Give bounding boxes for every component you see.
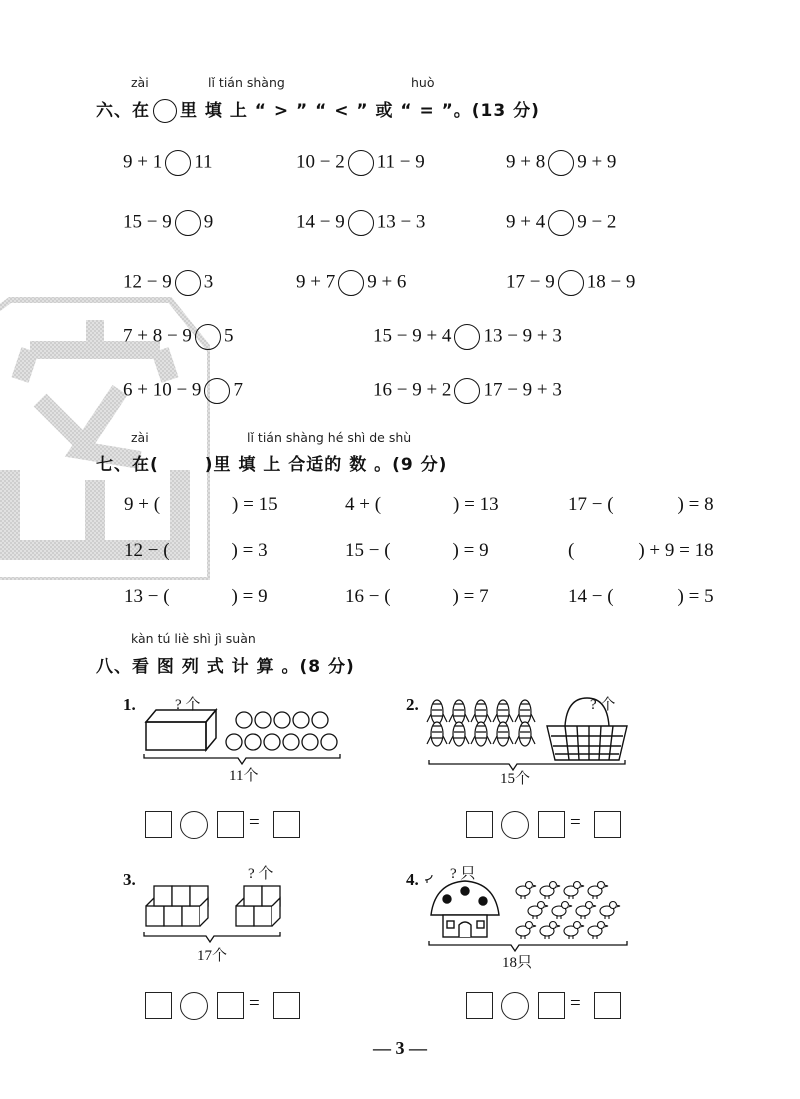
cubes-group-left-icon xyxy=(146,886,208,926)
answer-4-first-number-box[interactable] xyxy=(466,992,493,1019)
problem-4-question: ? 只 xyxy=(450,866,476,882)
fill-blank-prefix: 16 − ( xyxy=(345,586,391,607)
answer-4-result-box[interactable] xyxy=(594,992,621,1019)
compare-answer-circle[interactable] xyxy=(348,150,374,176)
fill-blank-item xyxy=(568,540,714,562)
fill-blank-prefix: 12 − ( xyxy=(124,540,170,561)
compare-item xyxy=(373,324,562,350)
compare-left-expr: 12 − 9 xyxy=(123,271,172,293)
fill-blank-item xyxy=(124,494,278,516)
compare-right-expr: 18 − 9 xyxy=(586,271,636,293)
compare-item xyxy=(123,210,213,236)
balls-group-icon xyxy=(226,712,337,750)
compare-answer-circle[interactable] xyxy=(558,270,584,296)
pinyin-zai: zài xyxy=(131,75,149,90)
compare-right-expr: 5 xyxy=(223,325,234,347)
problem-1-total: 11个 xyxy=(229,768,259,784)
compare-answer-circle[interactable] xyxy=(454,378,480,404)
compare-left-expr: 17 − 9 xyxy=(506,271,555,293)
compare-answer-circle[interactable] xyxy=(175,210,201,236)
title-circle-icon xyxy=(153,99,177,123)
compare-item xyxy=(296,270,406,296)
answer-4-second-number-box[interactable] xyxy=(538,992,565,1019)
compare-left-expr: 15 − 9 + 4 xyxy=(373,325,452,347)
answer-2-equals-sign: = xyxy=(570,812,581,833)
compare-answer-circle[interactable] xyxy=(548,150,574,176)
problem-4-total: 18只 xyxy=(502,955,533,971)
section6-title-middle: 里 填 上 “ > ” “ < ” 或 “ = ”。(13 分) xyxy=(180,101,540,121)
fill-blank-prefix: 17 − ( xyxy=(568,494,614,515)
compare-item xyxy=(373,378,562,404)
pinyin7-rest: lǐ tián shàng hé shì de shù xyxy=(247,430,412,445)
fill-blank-suffix: ) = 5 xyxy=(677,586,714,607)
fill-blank-suffix: ) = 13 xyxy=(453,494,499,515)
compare-left-expr: 7 + 8 − 9 xyxy=(123,325,192,347)
compare-left-expr: 10 − 2 xyxy=(296,151,345,173)
section8-title: 八、看 图 列 式 计 算 。(8 分) xyxy=(96,657,355,677)
fill-blank-item xyxy=(345,494,499,516)
compare-answer-circle[interactable] xyxy=(195,324,221,350)
compare-left-expr: 9 + 7 xyxy=(296,271,336,293)
section6-title-prefix: 六、在 xyxy=(96,101,150,121)
problem-2-number: 2. xyxy=(406,695,419,714)
answer-1-result-box[interactable] xyxy=(273,811,300,838)
fill-blank-suffix: ) = 15 xyxy=(232,494,278,515)
compare-right-expr: 9 − 2 xyxy=(577,211,617,233)
compare-left-expr: 9 + 1 xyxy=(123,151,163,173)
compare-left-expr: 16 − 9 + 2 xyxy=(373,379,452,401)
answer-2-operator-circle[interactable] xyxy=(501,811,529,839)
fill-blank-prefix: 13 − ( xyxy=(124,586,170,607)
compare-answer-circle[interactable] xyxy=(338,270,364,296)
compare-answer-circle[interactable] xyxy=(454,324,480,350)
fill-blank-item xyxy=(345,540,489,562)
compare-right-expr: 9 xyxy=(203,211,214,233)
answer-2-second-number-box[interactable] xyxy=(538,811,565,838)
answer-3-operator-circle[interactable] xyxy=(180,992,208,1020)
answer-1-second-number-box[interactable] xyxy=(217,811,244,838)
answer-3-result-box[interactable] xyxy=(273,992,300,1019)
section7-title xyxy=(96,450,447,475)
fill-blank-suffix: ) = 9 xyxy=(231,586,268,607)
answer-3-first-number-box[interactable] xyxy=(145,992,172,1019)
problem-2-question: ? 个 xyxy=(590,697,616,713)
total-brace-icon xyxy=(429,941,627,951)
fill-blank-item xyxy=(124,586,268,608)
compare-left-expr: 14 − 9 xyxy=(296,211,345,233)
fill-blank-suffix: ) = 8 xyxy=(677,494,714,515)
problem-4-number: 4. xyxy=(406,870,419,889)
fill-blank-suffix: ) = 9 xyxy=(452,540,489,561)
problem-4-figure xyxy=(425,875,635,955)
pinyin-huo: huò xyxy=(411,75,435,90)
compare-item xyxy=(296,150,425,176)
fill-blank-suffix: ) = 7 xyxy=(452,586,489,607)
box-icon xyxy=(146,710,216,750)
compare-item xyxy=(506,150,616,176)
problem-3-question: ? 个 xyxy=(248,866,274,882)
section7-title-rest: )里 填 上 合适的 数 。(9 分) xyxy=(204,455,448,475)
answer-3-second-number-box[interactable] xyxy=(217,992,244,1019)
fill-blank-prefix: ( xyxy=(568,540,575,561)
compare-item xyxy=(123,150,213,176)
answer-4-operator-circle[interactable] xyxy=(501,992,529,1020)
fill-blank-item xyxy=(345,586,489,608)
problem-2-total: 15个 xyxy=(500,771,531,787)
compare-item xyxy=(506,210,616,236)
compare-right-expr: 13 − 3 xyxy=(376,211,426,233)
compare-right-expr: 17 − 9 + 3 xyxy=(483,379,562,401)
section7-title-prefix: 七、在( xyxy=(96,455,159,475)
fill-blank-prefix: 4 + ( xyxy=(345,494,382,515)
compare-right-expr: 9 + 6 xyxy=(367,271,407,293)
pinyin7-zai: zài xyxy=(131,430,149,445)
answer-2-result-box[interactable] xyxy=(594,811,621,838)
compare-answer-circle[interactable] xyxy=(165,150,191,176)
compare-item xyxy=(296,210,425,236)
fill-blank-suffix: ) + 9 = 18 xyxy=(638,540,714,561)
section6-title xyxy=(96,96,540,123)
fill-blank-item xyxy=(568,494,714,516)
problem-1-question: ? 个 xyxy=(175,697,201,713)
compare-left-expr: 15 − 9 xyxy=(123,211,172,233)
compare-left-expr: 9 + 4 xyxy=(506,211,546,233)
fill-blank-item xyxy=(124,540,268,562)
fill-blank-prefix: 9 + ( xyxy=(124,494,161,515)
total-brace-icon xyxy=(144,754,340,764)
compare-right-expr: 9 + 9 xyxy=(577,151,617,173)
compare-right-expr: 3 xyxy=(203,271,214,293)
compare-answer-circle[interactable] xyxy=(548,210,574,236)
problem-3-figure xyxy=(140,880,290,950)
pinyin-li-tian-shang: lǐ tián shàng xyxy=(208,75,285,90)
compare-item xyxy=(123,270,213,296)
answer-3-equals-sign: = xyxy=(249,993,260,1014)
corn-group-icon xyxy=(427,700,535,746)
compare-answer-circle[interactable] xyxy=(204,378,230,404)
compare-right-expr: 11 xyxy=(194,151,213,173)
compare-right-expr: 13 − 9 + 3 xyxy=(483,325,562,347)
problem-3-total: 17个 xyxy=(197,948,228,964)
compare-item xyxy=(123,378,243,404)
compare-right-expr: 11 − 9 xyxy=(376,151,425,173)
answer-1-first-number-box[interactable] xyxy=(145,811,172,838)
compare-answer-circle[interactable] xyxy=(348,210,374,236)
answer-1-operator-circle[interactable] xyxy=(180,811,208,839)
answer-2-first-number-box[interactable] xyxy=(466,811,493,838)
problem-3-number: 3. xyxy=(123,870,136,889)
compare-item xyxy=(506,270,635,296)
compare-left-expr: 9 + 8 xyxy=(506,151,546,173)
compare-left-expr: 6 + 10 − 9 xyxy=(123,379,202,401)
fill-blank-prefix: 15 − ( xyxy=(345,540,391,561)
fill-blank-item xyxy=(568,586,714,608)
compare-item xyxy=(123,324,233,350)
fill-blank-prefix: 14 − ( xyxy=(568,586,614,607)
mushroom-house-icon xyxy=(431,881,499,937)
answer-1-equals-sign: = xyxy=(249,812,260,833)
cubes-group-right-icon xyxy=(236,886,280,926)
compare-right-expr: 7 xyxy=(233,379,243,401)
total-brace-icon xyxy=(144,932,280,942)
compare-answer-circle[interactable] xyxy=(175,270,201,296)
problem-1-number: 1. xyxy=(123,695,136,714)
page-number: — 3 — xyxy=(373,1038,427,1058)
answer-4-equals-sign: = xyxy=(570,993,581,1014)
pinyin8: kàn tú liè shì jì suàn xyxy=(131,631,256,646)
fill-blank-suffix: ) = 3 xyxy=(231,540,268,561)
